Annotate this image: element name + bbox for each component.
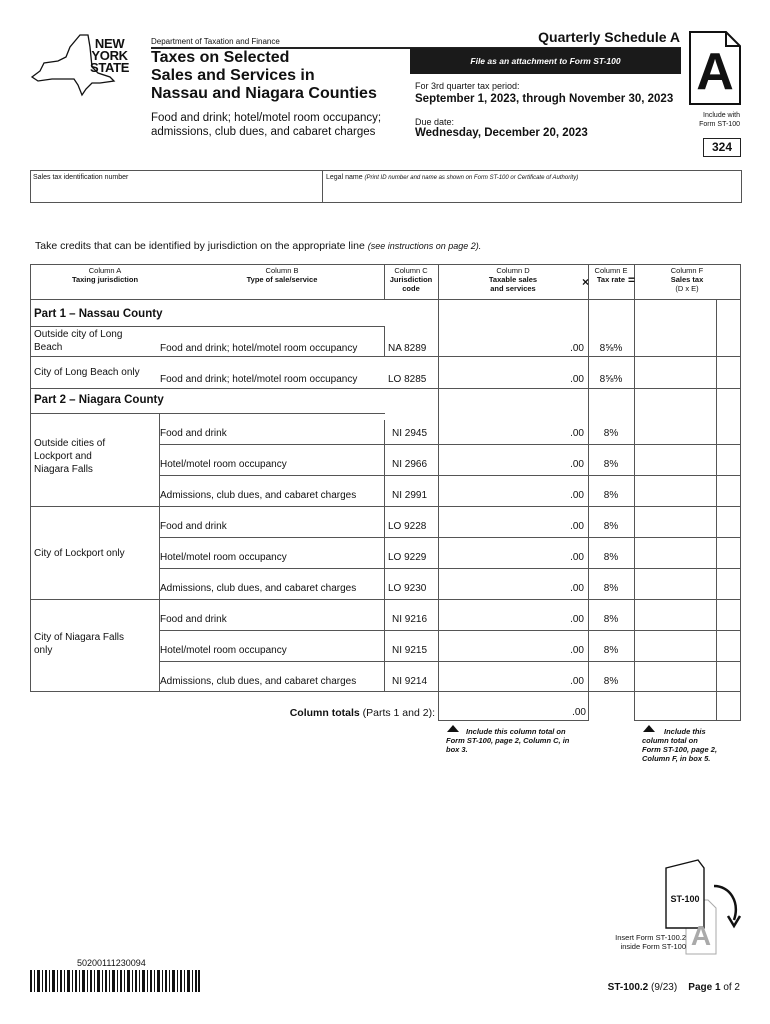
sales-tax-id-field[interactable] [31, 183, 321, 200]
schedule-letter: A [696, 43, 734, 101]
row-5-amount[interactable]: .00 [570, 490, 584, 501]
include-with-line-1: Include with [703, 112, 740, 119]
subtitle-line-2: admissions, club dues, and cabaret charges [151, 126, 376, 138]
column-d-header [438, 266, 588, 293]
row-11-code: NI 9214 [392, 676, 428, 687]
row-7-code: LO 9229 [388, 552, 427, 563]
column-b-header [180, 266, 384, 284]
column-d-total[interactable]: .00 [572, 707, 586, 718]
row-11-type: Admissions, club dues, and cabaret charges [160, 676, 357, 687]
row-3-type: Food and drink [160, 428, 227, 439]
row-11-rate: 8% [603, 676, 619, 687]
part-1-title: Part 1 – Nassau County [34, 308, 163, 320]
insert-letter: A [690, 920, 712, 951]
column-e-title: Tax rate [596, 275, 626, 284]
row-4-rate: 8% [603, 459, 619, 470]
row-1-rate: 8⅝% [599, 343, 623, 354]
form-number-footer [560, 982, 740, 993]
department-name: Department of Taxation and Finance [151, 37, 280, 46]
row-8-amount[interactable]: .00 [570, 583, 584, 594]
attachment-banner: File as an attachment to Form ST-100 [410, 48, 681, 74]
period-label: For 3rd quarter tax period: [415, 81, 520, 91]
equals-icon: = [628, 273, 636, 287]
row-8-rate: 8% [603, 583, 619, 594]
column-b-label: Column B [265, 266, 299, 275]
schedule-table [30, 264, 741, 720]
row-7-type: Hotel/motel room occupancy [160, 552, 287, 563]
page-word: Page [688, 982, 713, 993]
row-5-code: NI 2991 [392, 490, 428, 501]
column-c-label: Column C [394, 266, 428, 275]
column-f-total-note: Include this column total on Form ST-100, page 2, Column F, in box 5. [642, 727, 718, 763]
legal-name-label [326, 174, 578, 181]
row-1-amount[interactable]: .00 [570, 343, 584, 354]
row-2-type: Food and drink; hotel/motel room occupancy [160, 374, 358, 385]
column-f-total-field[interactable] [635, 693, 715, 720]
instructions [35, 240, 481, 252]
column-d-title: Taxable sales [488, 275, 538, 284]
column-c-header [384, 266, 438, 293]
sales-tax-id-label: Sales tax identification number [33, 174, 129, 181]
column-totals-hint: (Parts 1 and 2): [362, 707, 435, 719]
column-f-formula: (D x E) [675, 284, 699, 293]
title-line-2: Sales and Services in [151, 67, 315, 84]
row-3-rate: 8% [603, 428, 619, 439]
part-2-title: Part 2 – Niagara County [34, 394, 164, 406]
column-a-title: Taxing jurisdiction [71, 275, 139, 284]
column-f-header [634, 266, 740, 293]
jurisdiction-outside-long-beach: Outside city of Long Beach [34, 329, 123, 353]
row-4-code: NI 2966 [392, 459, 428, 470]
page-of: of 2 [723, 982, 740, 993]
legal-name-field[interactable] [324, 183, 739, 200]
column-d-total-note: Include this column total on Form ST-100, page 2, Column C, in box 3. [446, 727, 570, 754]
column-a-header [30, 266, 180, 284]
row-6-amount[interactable]: .00 [570, 521, 584, 532]
form-code-box: 324 [703, 138, 741, 157]
column-d-label: Column D [496, 266, 530, 275]
row-6-type: Food and drink [160, 521, 227, 532]
row-11-amount[interactable]: .00 [570, 676, 584, 687]
title-line-3: Nassau and Niagara Counties [151, 85, 377, 102]
row-10-type: Hotel/motel room occupancy [160, 645, 287, 656]
form-date: (9/23) [651, 982, 678, 993]
schedule-title: Quarterly Schedule A [538, 29, 680, 45]
row-1-code: NA 8289 [388, 343, 427, 354]
row-2-sales-tax-field[interactable] [635, 358, 715, 386]
form-number: ST-100.2 [607, 982, 649, 993]
column-b-title: Type of sale/service [246, 275, 318, 284]
row-5-type: Admissions, club dues, and cabaret charges [160, 490, 357, 501]
title-line-1: Taxes on Selected [151, 49, 290, 66]
row-7-amount[interactable]: .00 [570, 552, 584, 563]
jurisdiction-lockport: City of Lockport only [34, 548, 125, 559]
row-4-type: Hotel/motel room occupancy [160, 459, 287, 470]
column-f-label: Column F [670, 266, 704, 275]
row-2-code: LO 8285 [388, 374, 427, 385]
form-title [151, 49, 377, 103]
row-10-rate: 8% [603, 645, 619, 656]
insert-note: Insert Form ST-100.2 inside Form ST-100 [615, 933, 686, 951]
row-3-amount[interactable]: .00 [570, 428, 584, 439]
row-5-rate: 8% [603, 490, 619, 501]
multiply-icon: × [582, 275, 590, 289]
subtitle-line-1: Food and drink; hotel/motel room occupancy; [151, 112, 382, 124]
include-with-line-2: Form ST-100 [699, 121, 740, 128]
due-date-label: Due date: [415, 117, 455, 127]
scan-code: 50200111230094 [77, 958, 146, 968]
row-10-amount[interactable]: .00 [570, 645, 584, 656]
jurisdiction-outside-lockport-niagara-falls: Outside cities of Lockport and Niagara Falls [34, 438, 106, 475]
row-2-amount[interactable]: .00 [570, 374, 584, 385]
tax-period: September 1, 2023, through November 30, 2023 [415, 93, 674, 105]
row-9-code: NI 9216 [392, 614, 428, 625]
row-6-rate: 8% [603, 521, 619, 532]
row-9-type: Food and drink [160, 614, 227, 625]
row-3-code: NI 2945 [392, 428, 428, 439]
row-9-rate: 8% [603, 614, 619, 625]
barcode-icon [30, 970, 200, 992]
instructions-text: Take credits that can be identified by jurisdiction on the appropriate line [35, 240, 365, 252]
include-with-note [680, 111, 740, 129]
row-4-amount[interactable]: .00 [570, 459, 584, 470]
jurisdiction-niagara-falls: City of Niagara Falls only [34, 632, 125, 656]
row-7-rate: 8% [603, 552, 619, 563]
instructions-hint: (see instructions on page 2). [367, 241, 482, 251]
column-totals-label [150, 707, 435, 719]
identification-divider [322, 170, 323, 202]
due-date: Wednesday, December 20, 2023 [415, 127, 588, 139]
form-subtitle [151, 111, 381, 139]
row-9-amount[interactable]: .00 [570, 614, 584, 625]
row-1-type: Food and drink; hotel/motel room occupancy [160, 343, 358, 354]
jurisdiction-long-beach: City of Long Beach only [34, 367, 140, 378]
legal-name-hint: (Print ID number and name as shown on Form ST-100 or Certificate of Authority) [364, 175, 579, 181]
column-f-title: Sales tax [670, 275, 704, 284]
row-6-code: LO 9228 [388, 521, 427, 532]
column-c-title-2: code [402, 284, 420, 293]
row-8-type: Admissions, club dues, and cabaret charges [160, 583, 357, 594]
row-2-rate: 8⅝% [599, 374, 623, 385]
column-d-title-2: and services [490, 284, 536, 293]
row-1-sales-tax-field[interactable] [635, 328, 715, 355]
st-100-label: ST-100 [670, 894, 700, 904]
column-totals-text: Column totals [289, 707, 360, 719]
column-c-title: Jurisdiction [389, 275, 433, 284]
page-number: 1 [714, 982, 721, 993]
legal-name-text: Legal name [326, 174, 363, 181]
column-e-label: Column E [594, 266, 628, 275]
logo-text: NEW YORK STATE [90, 36, 130, 75]
column-a-label: Column A [88, 266, 122, 275]
row-8-code: LO 9230 [388, 583, 427, 594]
row-10-code: NI 9215 [392, 645, 428, 656]
